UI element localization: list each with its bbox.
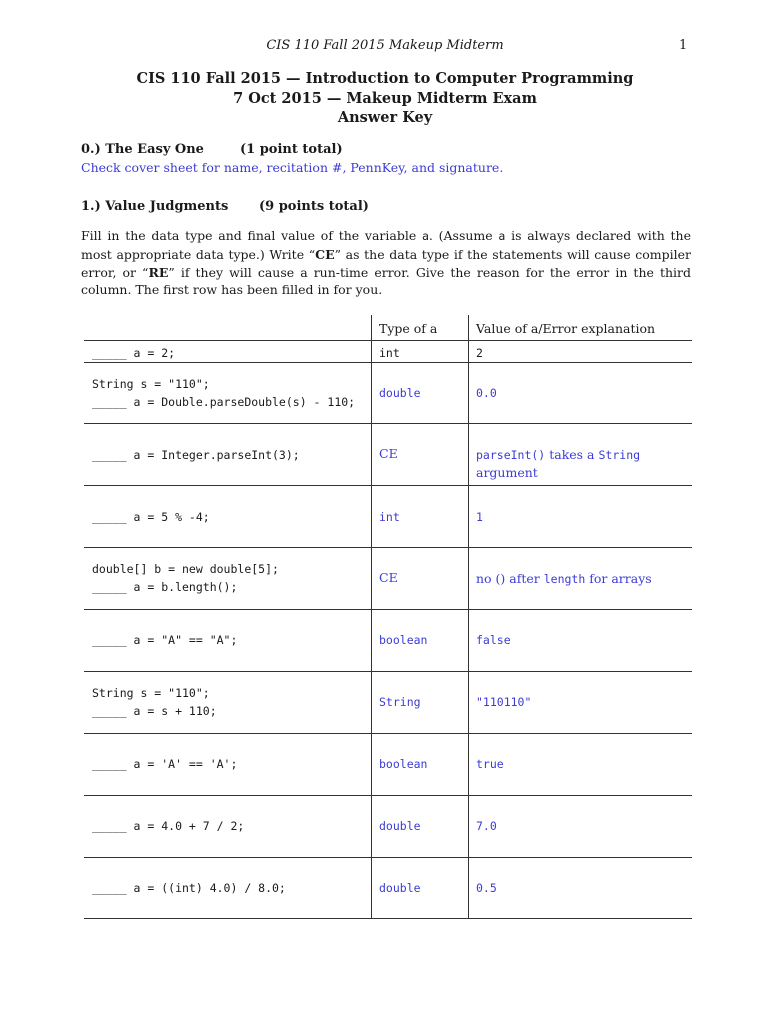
code-line: _____ a = 4.0 + 7 / 2; <box>92 819 245 833</box>
row-5-value: false <box>476 633 511 647</box>
instr-text: Fill in the data type and final value of the variable <box>81 228 422 243</box>
section-0-answer: Check cover sheet for name, recitation #, PennKey, and signature. <box>81 160 504 175</box>
value-code: parseInt() <box>476 448 546 462</box>
row-rule <box>84 671 692 672</box>
value-text: takes a <box>545 447 599 462</box>
row-rule <box>84 733 692 734</box>
exam-date-title: 7 Oct 2015 — Makeup Midterm Exam <box>233 89 537 107</box>
row-1-type: double <box>379 386 421 400</box>
section-0-heading <box>81 142 343 157</box>
row-2-code <box>92 446 300 464</box>
row-8-type: double <box>379 819 421 833</box>
row-5-type: boolean <box>379 633 428 647</box>
row-rule <box>84 547 692 548</box>
section-1-instructions <box>81 227 691 299</box>
row-rule <box>84 857 692 858</box>
column-divider <box>468 315 469 919</box>
row-0-value: 2 <box>476 346 483 360</box>
instr-text: ” if they will cause a run-time error. Give the reason for the error in the third column. The first row has been filled in for you. <box>81 264 691 298</box>
row-rule <box>84 609 692 610</box>
row-4-code <box>92 560 279 596</box>
section-1-points: (9 points total) <box>259 199 369 214</box>
value-text: argument <box>476 465 538 480</box>
header-rule <box>84 340 692 341</box>
row-0-type: int <box>379 346 400 360</box>
code-line: _____ a = 5 % -4; <box>92 510 210 524</box>
code-line: _____ a = 'A' == 'A'; <box>92 757 238 771</box>
code-line: double[] b = new double[5]; <box>92 562 279 576</box>
row-6-code <box>92 684 217 720</box>
section-1-heading <box>81 199 369 214</box>
instr-text: ” as the data type if the statements will cause compiler error, or “ <box>81 246 691 280</box>
code-line: _____ a = ((int) 4.0) / 8.0; <box>92 881 286 895</box>
row-8-code <box>92 817 244 835</box>
row-rule <box>84 423 692 424</box>
code-line: String s = "110"; <box>92 686 210 700</box>
row-9-type: double <box>379 881 421 895</box>
row-3-value: 1 <box>476 510 483 524</box>
section-0-points: (1 point total) <box>240 142 343 157</box>
row-3-code <box>92 508 210 526</box>
value-code: length <box>543 572 586 586</box>
value-text: for arrays <box>585 571 652 586</box>
value-text: no () after <box>476 571 544 586</box>
section-0-title: 0.) The Easy One <box>81 142 204 157</box>
column-divider <box>371 315 372 919</box>
section-1-title: 1.) Value Judgments <box>81 199 229 214</box>
instr-text: is always declared with the most appropriate data type.) Write “ <box>81 228 691 262</box>
header-value-label: Value of a/Error explanation <box>476 321 656 336</box>
code-line: String s = "110"; <box>92 377 210 391</box>
row-5-code <box>92 631 237 649</box>
instr-re: RE <box>148 264 169 280</box>
row-1-value: 0.0 <box>476 386 497 400</box>
running-header: CIS 110 Fall 2015 Makeup Midterm <box>266 38 504 53</box>
table-bottom-rule <box>84 918 692 919</box>
row-1-code <box>92 375 355 411</box>
code-line: _____ a = b.length(); <box>92 580 238 594</box>
row-9-value: 0.5 <box>476 881 497 895</box>
code-line: _____ a = Double.parseDouble(s) - 110; <box>92 395 356 409</box>
row-7-type: boolean <box>379 757 428 771</box>
row-4-value <box>476 570 686 588</box>
code-line: _____ a = 2; <box>92 346 176 360</box>
code-line: _____ a = "A" == "A"; <box>92 633 238 647</box>
page-number: 1 <box>679 38 688 53</box>
answer-key-label: Answer Key <box>337 109 433 126</box>
row-rule <box>84 795 692 796</box>
instr-text: . (Assume <box>428 228 499 243</box>
row-rule <box>84 485 692 486</box>
course-title: CIS 110 Fall 2015 — Introduction to Computer Programming <box>136 70 634 87</box>
instr-ce: CE <box>315 246 335 262</box>
row-4-type: CE <box>379 570 398 585</box>
header-type-label: Type of a <box>379 321 438 336</box>
row-rule <box>84 362 692 363</box>
row-6-type: String <box>379 695 421 709</box>
instr-var: a <box>421 229 429 243</box>
instr-var: a <box>498 229 506 243</box>
row-0-code <box>92 344 175 362</box>
code-line: _____ a = Integer.parseInt(3); <box>92 448 300 462</box>
code-line: _____ a = s + 110; <box>92 704 217 718</box>
value-code: String <box>598 448 641 462</box>
row-2-value <box>476 446 686 482</box>
row-7-value: true <box>476 757 504 771</box>
header-value <box>476 320 686 338</box>
row-3-type: int <box>379 510 400 524</box>
header-type <box>379 320 437 338</box>
exam-title-block <box>0 69 770 128</box>
row-7-code <box>92 755 237 773</box>
row-2-type: CE <box>379 446 398 461</box>
row-6-value: "110110" <box>476 695 532 709</box>
row-8-value: 7.0 <box>476 819 497 833</box>
row-9-code <box>92 879 286 897</box>
